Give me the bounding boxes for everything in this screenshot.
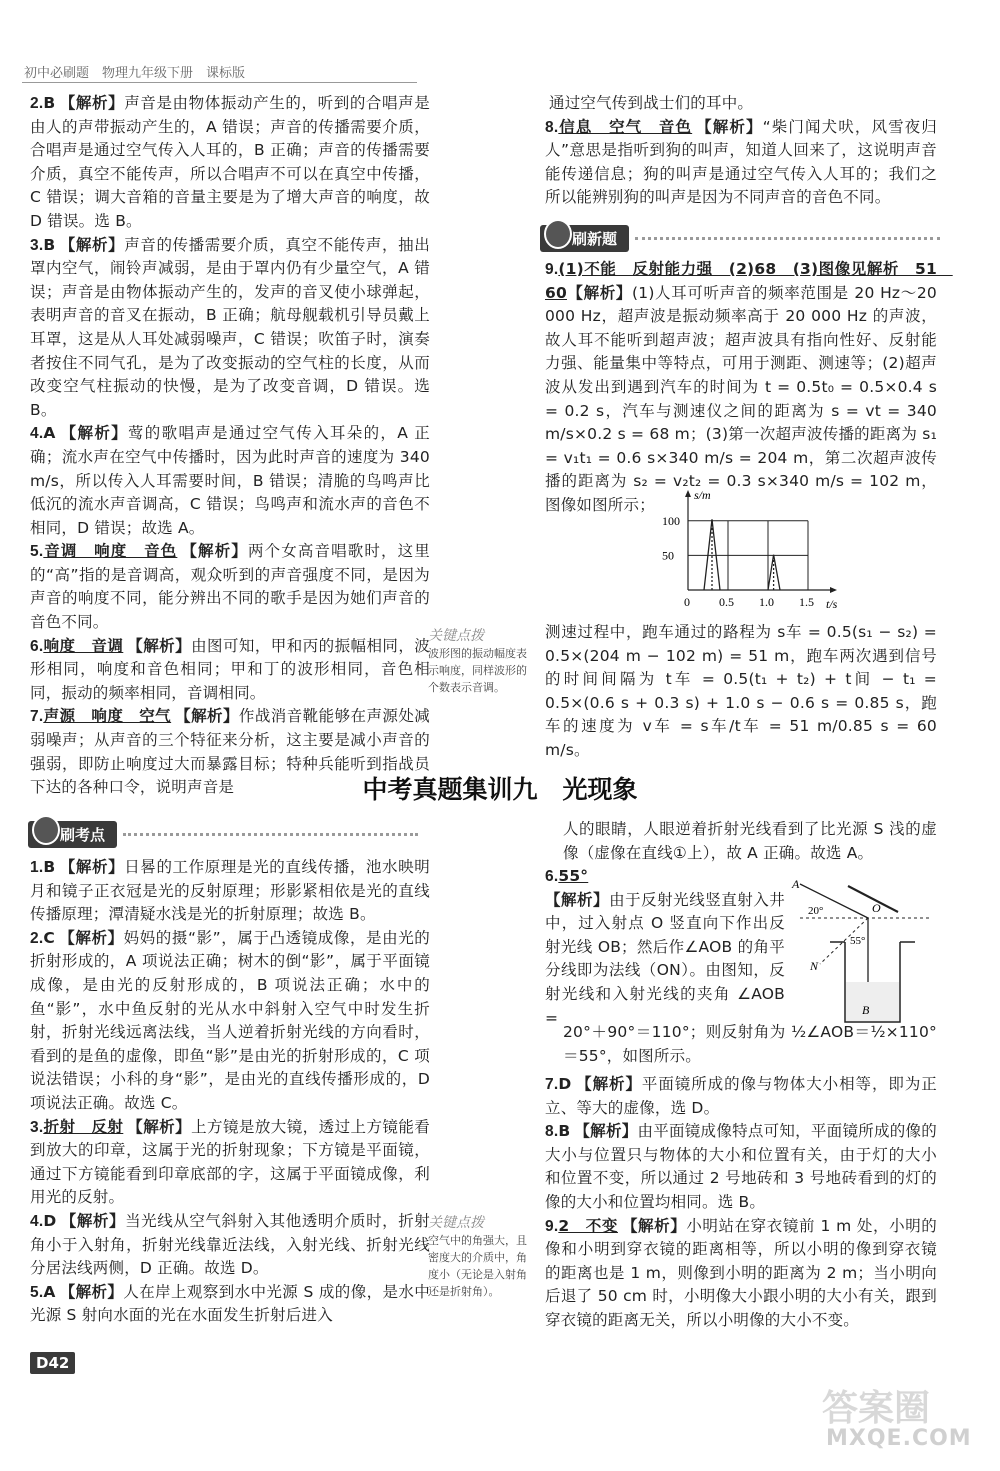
question-number: 9. xyxy=(545,1217,559,1235)
question-number: 8. xyxy=(545,118,559,136)
question-item xyxy=(30,635,430,706)
answer: 55° xyxy=(558,867,589,885)
analysis-text: “柴门闻犬吠，风雪夜归人”意思是指听到狗的叫声，知道人回来了，这说明声音能传递信息；狗的叫声是通过空气传入人耳的；我们之所以能辨别狗的叫声是因为不同声音的音色不同。 xyxy=(545,117,937,207)
key-tip-text: 波形图的振动幅度表示响度，同样波形的个数表示音调。 xyxy=(428,647,527,694)
analysis-text: 小明站在穿衣镜前 1 m 处，小明的像和小明到穿衣镜的距离相等，所以小明的像到穿衣镜的距离也是 1 m，则像到小明的距离为 2 m；当小明向后退了 50 cm 时，小明像大小跟小明的大小有关，跟到穿衣镜的距离无关，所以小明像的大小不变。 xyxy=(545,1216,937,1329)
pen-icon xyxy=(32,815,60,845)
analysis-tag: 【解析】 xyxy=(621,1216,687,1235)
analysis-text: 通过空气传到战士们的耳中。 xyxy=(549,94,754,112)
right-column-top xyxy=(545,92,937,210)
answer: (1)不能 反射能力强 (2)68 (3)图像见解析 51 60 xyxy=(545,260,953,302)
analysis-text-tail: 20°＋90°＝110°；则反射角为 ½∠AOB＝½×110°＝55°，如图所示。 xyxy=(563,1023,937,1065)
question-number: 2. xyxy=(30,95,44,112)
analysis-text: 上方镜是放大镜，透过上方镜能看到放大的印章，这属于光的折射现象；下方镜是平面镜，通过下方镜能看到印章底部的字，这属于平面镜成像，利用光的反射。 xyxy=(30,1117,430,1207)
analysis-text: (1)人耳可听声音的频率范围是 20 Hz～20 000 Hz，超声波是振动频率高于 20 000 Hz 的声波，故人耳不能听到超声波；超声波具有指向性好、反射能力强、能量集中等特点，可用于测距、测速等；(2)超声波从发出到遇到汽车的时间为 t = 0.5t₀ = 0.5×0.4 s = 0.2 s，汽车与测速仪之间的距离为 s = vt = 340 m/s×0.2 s = 68 m；(3)第一次超声波传播的距离为 s₁ = v₁t₁ = 0.6 s×340 m/s = 204 m，第二次超声波传播的距离为 s₂ = v₂t₂ = 0.3 s×340 m/s = 102 m，图像如图所示； xyxy=(545,283,937,514)
question-number: 4. xyxy=(30,425,44,443)
question-number: 1. xyxy=(30,859,44,876)
band-label: 刷考点 xyxy=(60,825,106,844)
water xyxy=(846,982,899,1021)
analysis-tag: 【解析】 xyxy=(59,424,128,443)
x-tick-label: 1.0 xyxy=(759,595,774,609)
analysis-text: 妈妈的摄“影”，属于凸透镜成像，是由光的折射形成的，A 项说法正确；树木的倒“影”，属于平面镜成像，是由光的反射形成的，B 项说法正确；水中的鱼“影”，水中鱼反射的光从水中斜射入空气中时发生折射，折射光线远离法线，当人逆着折射光线的方向看时，看到的是鱼的虚像，即鱼“影”是由光的折射形成的，C 项说法错误；小科的身“影”，是由光的直线传播形成的，D 项说法正确。故选 C。 xyxy=(30,928,431,1112)
question-item xyxy=(545,1215,937,1333)
analysis-text: 日晷的工作原理是光的直线传播，池水映明月和镜子正衣冠是光的反射原理；形影紧相依是光的直线传播原理；潭清疑水浅是光的折射原理；故选 B。 xyxy=(30,858,430,924)
label-n: N xyxy=(810,959,819,973)
question-9-light xyxy=(545,258,953,518)
question-number: 8. xyxy=(545,1123,559,1141)
question-item xyxy=(30,856,430,927)
answer: B xyxy=(558,1122,571,1141)
question-number: 3. xyxy=(30,1118,44,1136)
answer: D xyxy=(558,1075,572,1093)
pen-icon xyxy=(544,219,572,249)
angle-55: 55° xyxy=(850,935,866,947)
analysis-tag: 【解析】 xyxy=(59,235,125,254)
analysis-tag: 【解析】 xyxy=(59,94,125,112)
question-item xyxy=(30,422,430,540)
dotted-rule xyxy=(635,237,940,240)
answer: 折射 反射 xyxy=(43,1117,124,1136)
reflection-diagram xyxy=(790,872,940,1032)
x-tick-label: 1.5 xyxy=(799,595,814,609)
analysis-text: 由图可知，甲和丙的振幅相同，波形相同，响度和音色相同；甲和丁的波形相同，音色相同，振动的频率相同，音调相同。 xyxy=(30,636,430,702)
analysis-tag: 【解析】 xyxy=(175,707,239,726)
running-header: 初中必刷题 物理九年级下册 课标版 xyxy=(24,66,246,81)
question-item xyxy=(30,234,430,423)
analysis-text-after: 测速过程中，跑车通过的路程为 s车 = 0.5(s₁ − s₂) = 0.5×(204 m − 102 m) = 51 m，跑车两次遇到信号的时间间隔为 t车 = 0.5(t₁ + t₂) + t间 − t₁ = 0.5×(0.6 s + 0.3 s) + 1.0 s − 0.6 s = 0.85 s，跑车的速度为 v车 = s车/t车 = 51 m/0.85 s = 60 m/s。 xyxy=(545,623,937,759)
key-tip-heading: 关键点拨 xyxy=(428,628,484,644)
question-6-continued xyxy=(563,1021,937,1068)
question-number: 5. xyxy=(30,543,44,561)
analysis-text: 人的眼睛，人眼逆着折射光线看到了比光源 S 浅的虚像（虚像在直线①上），故 A 正确。故选 A。 xyxy=(563,820,937,862)
answer: 音调 响度 音色 xyxy=(43,542,178,561)
answer: A xyxy=(43,424,56,443)
question-item xyxy=(30,540,430,634)
analysis-text: 平面镜所成的像与物体大小相等，即为正立、等大的虚像，选 D。 xyxy=(545,1075,937,1117)
answer: B xyxy=(43,235,56,254)
key-tip-text: 空气中的角强大，且密度大的介质中，角度小（无论是入射角还是折射角）。 xyxy=(428,1234,527,1298)
left-column-bottom xyxy=(30,856,430,1328)
answer: B xyxy=(43,858,56,876)
page-number: D42 xyxy=(30,1352,75,1374)
analysis-tag: 【解析】 xyxy=(58,928,124,947)
answer: 响度 音调 xyxy=(43,636,124,655)
question-number: 9. xyxy=(545,261,559,278)
analysis-text: 由平面镜成像特点可知，平面镜所成的像的大小与位置只与物体的大小和位置有关，由于灯的大小和位置不变，所以通过 2 号地砖和 3 号地砖看到的灯的像的大小和位置均相同。选 B。 xyxy=(545,1122,937,1211)
question-number: 4. xyxy=(30,1212,44,1230)
key-tip-heading: 关键点拨 xyxy=(428,1215,484,1231)
answer: D xyxy=(43,1211,57,1230)
y-axis-arrow xyxy=(685,490,691,497)
analysis-tag: 【解析】 xyxy=(545,890,610,909)
question-number: 7. xyxy=(545,1076,559,1093)
question-number: 7. xyxy=(30,708,44,726)
question-number: 2. xyxy=(30,929,44,947)
watermark-site: MXQE.COM xyxy=(826,1426,972,1451)
analysis-tag: 【解析】 xyxy=(127,1117,192,1136)
analysis-text: 莺的歌唱声是通过空气传入耳朵的，A 正确；流水声在空气中传播时，因为此时声音的速度为 340 m/s，所以传入人耳需要时间，B 错误；清脆的鸟鸣声比低沉的流水声音调高，C 错误；鸟鸣声和流水声的音色不相同，D 错误；故选 A。 xyxy=(30,424,430,537)
question-item xyxy=(545,92,937,116)
analysis-text: 由于反射光线竖直射入井中，过入射点 O 竖直向下作出反射光线 OB；然后作∠AOB 的角平分线即为法线（ON）。由图知，反射光线和入射光线的夹角 ∠AOB = xyxy=(545,890,785,1027)
question-item xyxy=(30,1210,430,1281)
question-6 xyxy=(545,865,785,1030)
question-item xyxy=(30,927,430,1116)
analysis-tag: 【解析】 xyxy=(574,1122,638,1141)
question-item xyxy=(545,1073,937,1120)
distance-time-chart xyxy=(660,487,840,612)
x-axis-arrow xyxy=(830,587,837,593)
analysis-tag: 【解析】 xyxy=(59,1282,124,1301)
label-b: B xyxy=(862,1003,870,1017)
x-tick-label: 0.5 xyxy=(719,595,734,609)
section-title: 中考真题集训九 光现象 xyxy=(362,775,638,804)
question-item xyxy=(545,1120,937,1214)
analysis-text: 声音是由物体振动产生的，听到的合唱声是由人的声带振动产生的，A 错误；声音的传播需要介质，合唱声是通过空气传入人耳的，B 正确；声音的传播需要介质，真空不能传声，所以合唱声不可以在真空中传播，C 错误；调大音箱的音量主要是为了增大声音的响度，故 D 错误。选 B。 xyxy=(30,94,430,230)
question-9-continued xyxy=(545,621,937,763)
y-tick-label: 100 xyxy=(662,513,680,528)
header-rule xyxy=(22,82,417,83)
y-tick-label: 50 xyxy=(662,548,674,563)
question-item xyxy=(30,92,430,234)
x-tick-label: 0 xyxy=(684,595,690,609)
band-label: 刷新题 xyxy=(572,229,618,248)
question-item xyxy=(545,116,937,210)
answer: A xyxy=(43,1282,56,1301)
analysis-tag: 【解析】 xyxy=(181,542,248,561)
answer: 信息 空气 音色 xyxy=(558,117,693,136)
question-item xyxy=(30,1281,430,1328)
question-number: 3. xyxy=(30,236,44,254)
question-item xyxy=(30,1116,430,1210)
section-band-new xyxy=(540,223,940,253)
y-axis-label: s/m xyxy=(694,488,711,502)
analysis-text: 当光线从空气斜射入其他透明介质时，折射角小于入射角，折射光线靠近法线，入射光线、折射光线分居法线两侧，D 正确。故选 D。 xyxy=(30,1211,430,1278)
analysis-text: 声音的传播需要介质，真空不能传声，抽出罩内空气，闹铃声减弱，是由于罩内仍有少量空气，A 错误；声音是由物体振动产生的，发声的音叉使小球弹起，表明声音的音叉在振动，B 正确；航母舰载机引导员戴上耳罩，这是从人耳处减弱噪声，C 错误；吹笛子时，演奏者按住不同气孔，是为了改变振动的空气柱的长度，从而改变空气柱振动的快慢，是为了改变音调，D 错误。选 B。 xyxy=(30,235,430,419)
analysis-tag: 【解析】 xyxy=(127,636,192,655)
analysis-text: 人在岸上观察到水中光源 S 成的像，是水中光源 S 射向水面的光在水面发生折射后进入 xyxy=(30,1282,430,1325)
question-5-continued xyxy=(563,818,937,865)
key-tip-note-2 xyxy=(428,1215,534,1300)
analysis-tag: 【解析】 xyxy=(60,1211,126,1230)
watermark-logo: 答案圈 xyxy=(822,1388,931,1429)
answer: 2 不变 xyxy=(558,1216,618,1235)
question-number: 6. xyxy=(545,868,559,885)
angle-20: 20° xyxy=(808,905,824,917)
answer: 声源 响度 空气 xyxy=(43,707,172,726)
dotted-rule xyxy=(123,833,418,836)
key-tip-note-1 xyxy=(428,628,536,696)
left-column-top xyxy=(30,92,430,800)
question-number: 5. xyxy=(30,1283,44,1301)
analysis-tag: 【解析】 xyxy=(566,283,633,302)
answer: B xyxy=(43,94,56,112)
label-o: O xyxy=(872,901,881,915)
analysis-tag: 【解析】 xyxy=(696,117,763,136)
section-band-exam xyxy=(28,819,418,849)
answer: C xyxy=(43,928,55,947)
analysis-tag: 【解析】 xyxy=(575,1075,642,1093)
right-column-bottom xyxy=(545,1073,937,1333)
label-a: A xyxy=(792,877,800,891)
analysis-tag: 【解析】 xyxy=(59,858,125,876)
x-axis-label: t/s xyxy=(826,597,838,611)
analysis-text: 两个女高音唱歌时，这里的“高”指的是音调高，观众听到的声音强度不同，是因为声音的响度不同，能分辨出不同的歌手是因为她们声音的音色不同。 xyxy=(30,542,431,632)
question-number: 6. xyxy=(30,637,44,655)
analysis-text: 作战消音靴能够在声源处减弱噪声；从声音的三个特征来分析，这主要是减小声音的强弱，即防止响度过大而暴露目标；特种兵能听到指战员下达的各种口令，说明声音是 xyxy=(30,707,430,797)
